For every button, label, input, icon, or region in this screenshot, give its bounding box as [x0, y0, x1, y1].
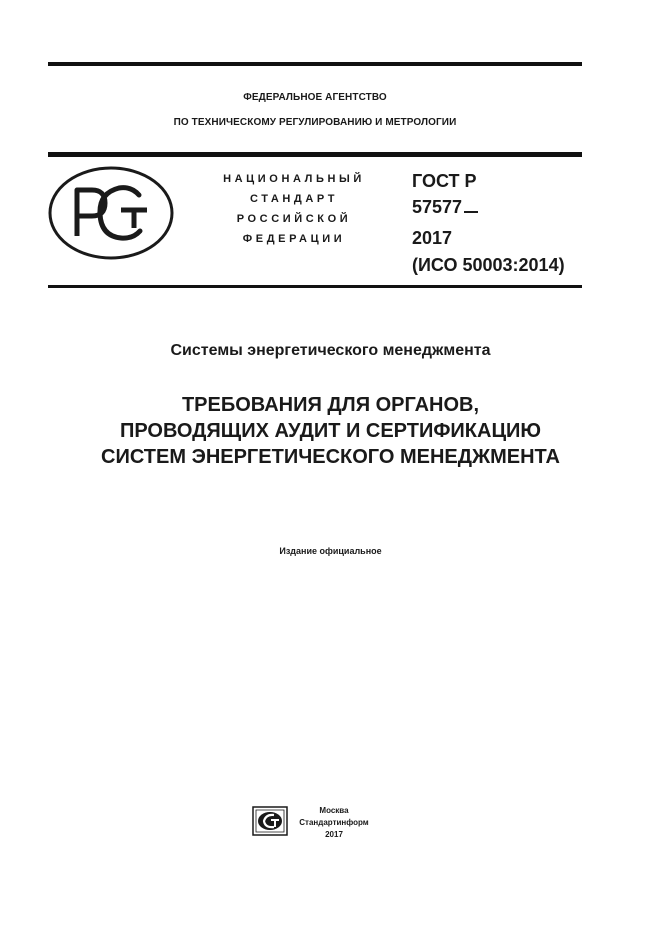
document-title-line1: ТРЕБОВАНИЯ ДЛЯ ОРГАНОВ,	[181, 394, 480, 416]
header-rule	[48, 152, 582, 157]
publisher-year: 2017	[325, 830, 343, 839]
document-title-line2: ПРОВОДЯЩИХ АУДИТ И СЕРТИФИКАЦИЮ	[119, 420, 542, 442]
bottom-header-rule	[48, 285, 582, 288]
document-subtitle: Системы энергетического менеджмента	[170, 342, 491, 359]
gost-r-logo-icon	[47, 164, 175, 262]
designation-number-line	[412, 196, 478, 218]
designation-year: 2017	[412, 228, 453, 248]
designation-number: 57577	[412, 197, 463, 217]
standard-type-line3: РОССИЙСКОЙ	[236, 213, 352, 225]
publisher-city: Москва	[319, 806, 349, 815]
agency-name-line1: ФЕДЕРАЛЬНОЕ АГЕНТСТВО	[243, 92, 387, 103]
document-title-line3: СИСТЕМ ЭНЕРГЕТИЧЕСКОГО МЕНЕДЖМЕНТА	[101, 446, 560, 468]
designation-dash	[464, 211, 478, 213]
standard-type-line2: СТАНДАРТ	[249, 193, 339, 205]
top-rule	[48, 62, 582, 66]
standard-type-line4: ФЕДЕРАЦИИ	[242, 233, 346, 245]
standartinform-logo-icon	[252, 806, 288, 836]
designation-iso: (ИСО 50003:2014)	[412, 255, 565, 275]
standard-type-line1: НАЦИОНАЛЬНЫЙ	[223, 173, 365, 185]
edition-label: Издание официальное	[279, 546, 382, 556]
publisher-name: Стандартинформ	[299, 818, 369, 827]
agency-name-line2: ПО ТЕХНИЧЕСКОМУ РЕГУЛИРОВАНИЮ И МЕТРОЛОГИИ	[173, 117, 457, 128]
designation-gost: ГОСТ Р	[412, 171, 477, 191]
